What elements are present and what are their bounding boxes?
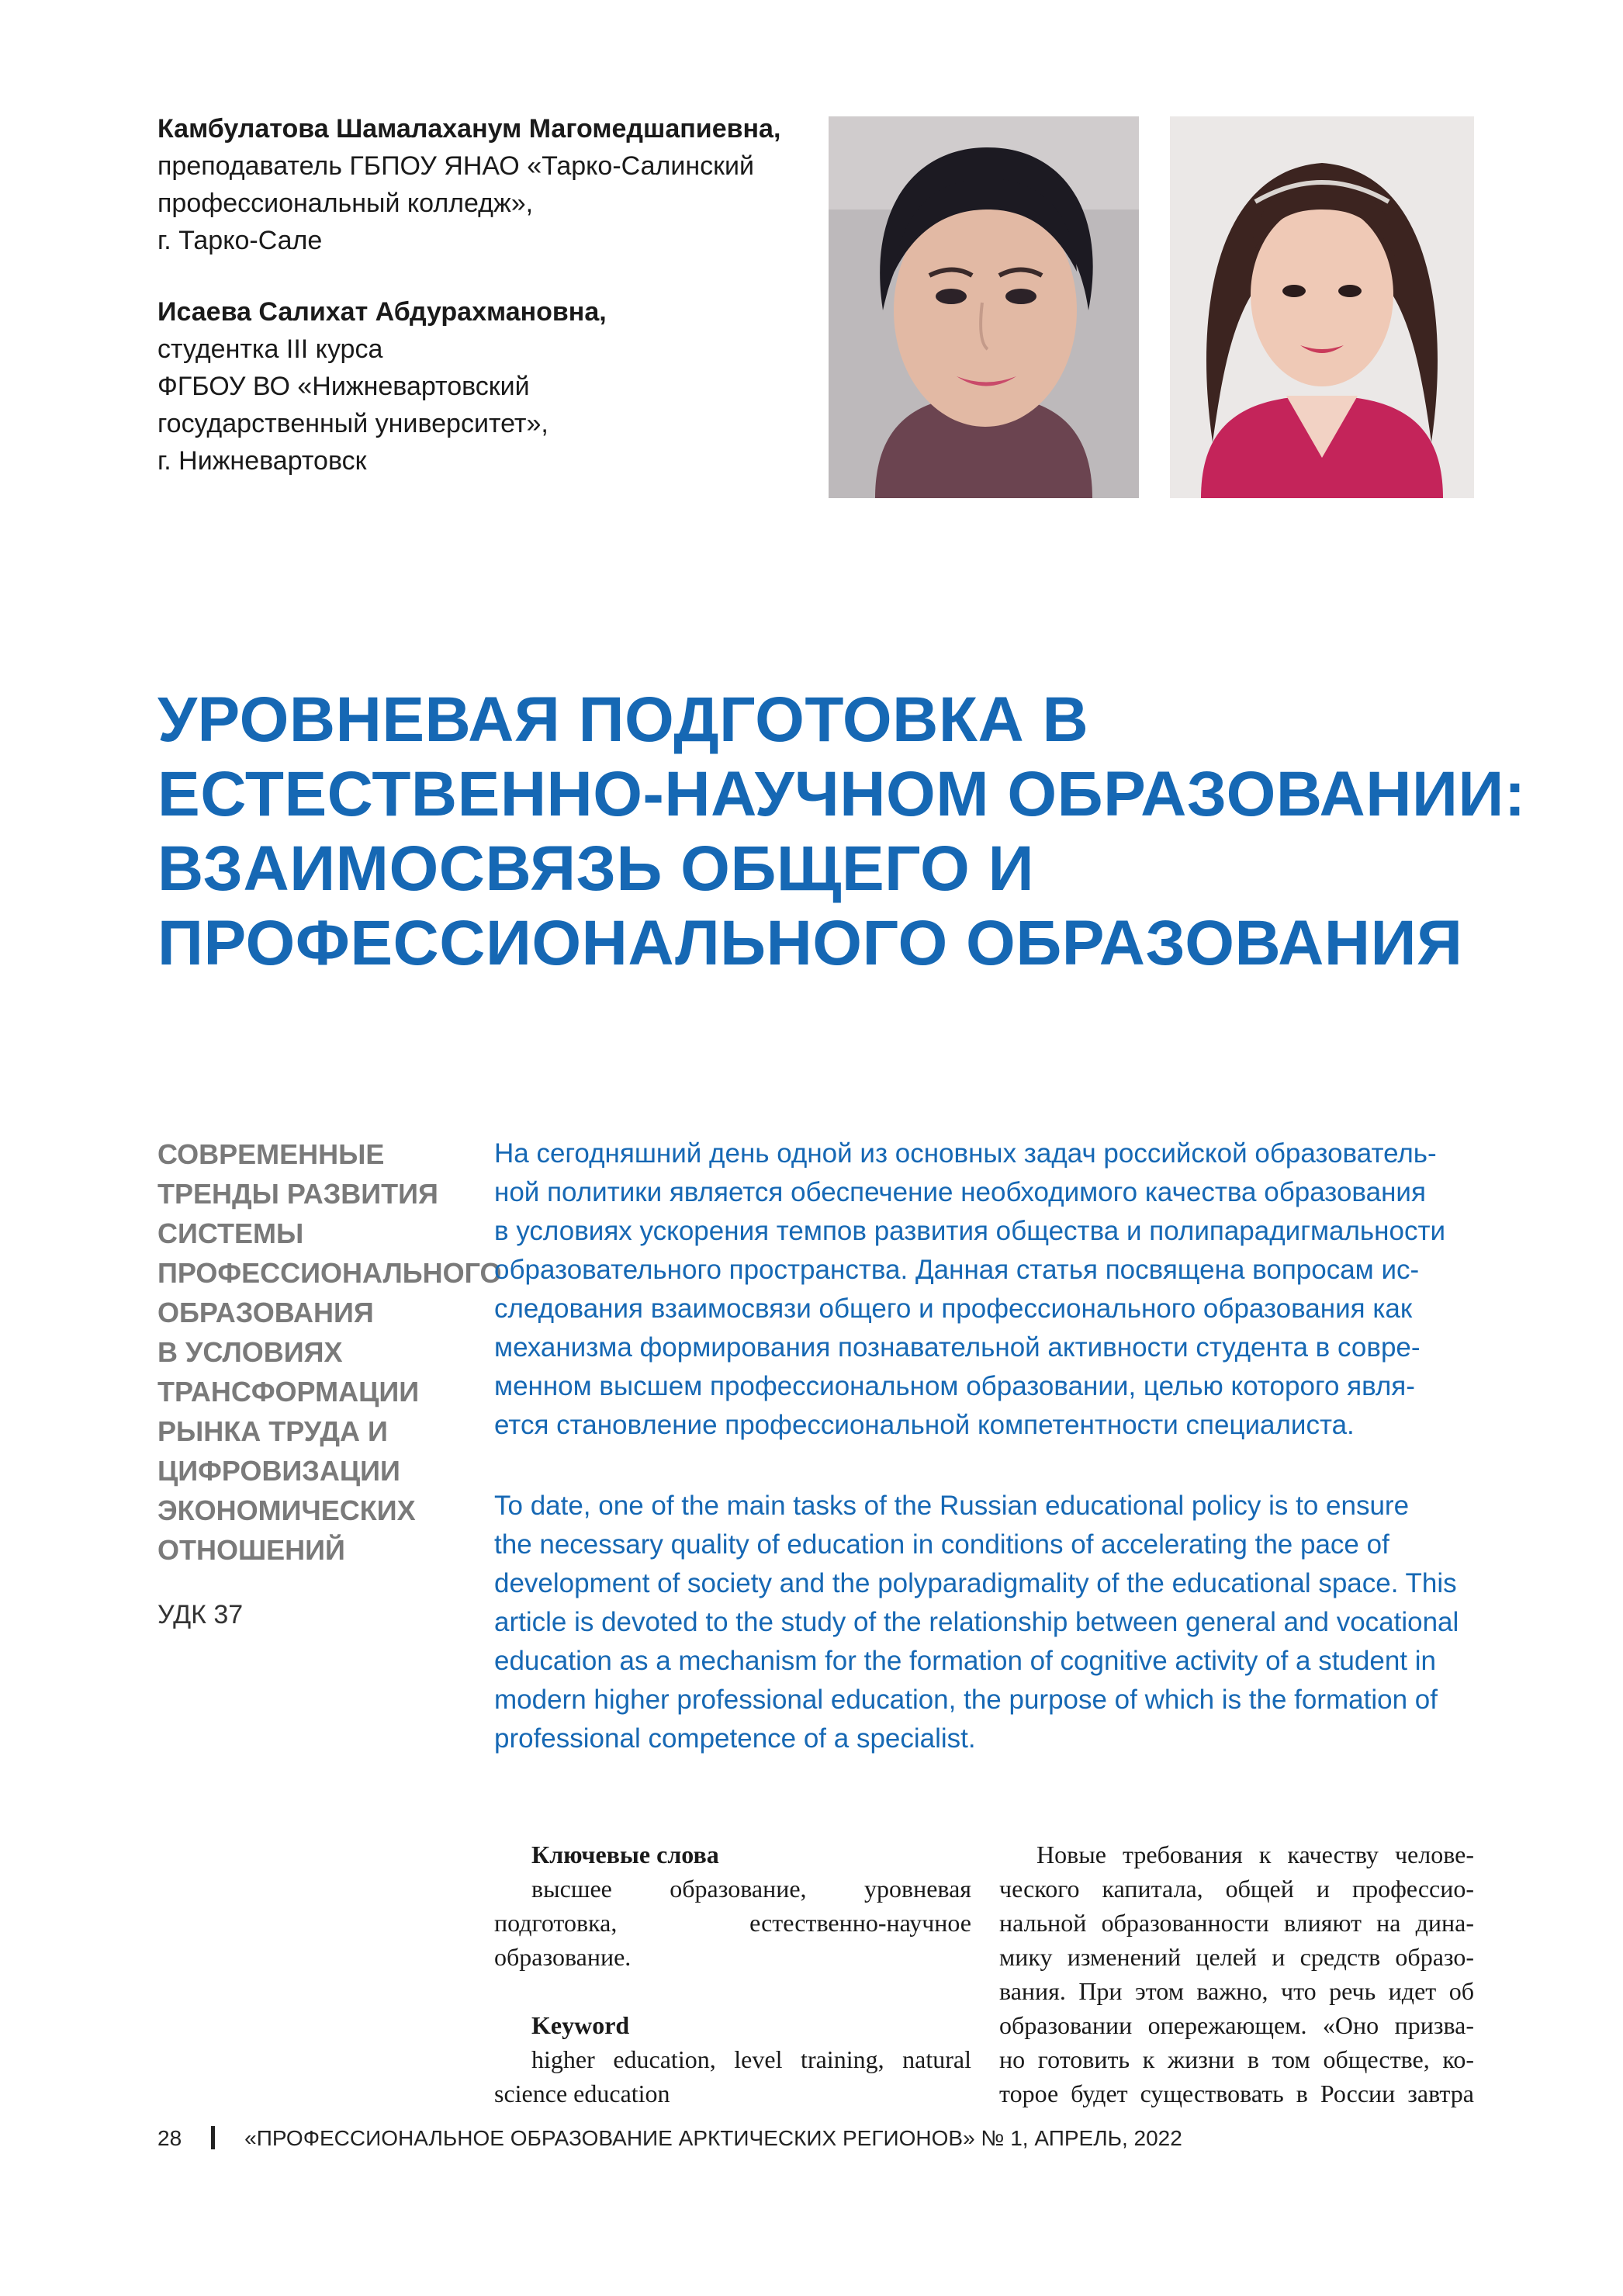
author-affiliation-line: ФГБОУ ВО «Нижневартовский xyxy=(157,372,530,401)
abstract-line: следования взаимосвязи общего и профессионального образования как xyxy=(494,1293,1413,1324)
page-number: 28 xyxy=(157,2126,182,2150)
footer-separator xyxy=(211,2126,215,2149)
keywords-en xyxy=(494,2008,971,2111)
author-affiliation-line: г. Нижневартовск xyxy=(157,446,367,476)
author-name: Исаева Салихат Абдурахмановна, xyxy=(157,297,607,327)
author-2-photo xyxy=(1170,116,1474,498)
title-line: ЕСТЕСТВЕННО-НАУЧНОМ ОБРАЗОВАНИИ: xyxy=(157,759,1526,829)
body-line: мику изменений целей и средств образо- xyxy=(999,1943,1474,1971)
keywords-column xyxy=(494,1837,971,2111)
abstract-line: На сегодняшний день одной из основных задач российской образователь- xyxy=(494,1138,1437,1169)
abstract-russian xyxy=(494,1134,1495,1445)
body-line: но готовить к жизни в том обществе, ко- xyxy=(999,2045,1474,2073)
keywords-en-text: higher education, level training, natural science education xyxy=(494,2045,971,2107)
keywords-en-heading: Keyword xyxy=(531,2011,630,2039)
rubric-line: СИСТЕМЫ xyxy=(157,1217,304,1249)
rubric-line: ОТНОШЕНИЙ xyxy=(157,1534,345,1566)
body-line: образовании опережающем. «Оно призва- xyxy=(999,2011,1474,2039)
author-1 xyxy=(157,110,840,259)
rubric-line: В УСЛОВИЯХ xyxy=(157,1336,343,1368)
body-line: Новые требования к качеству челове- xyxy=(1036,1841,1474,1868)
body-line: вания. При этом важно, что речь идет об xyxy=(999,1977,1474,2005)
udk-code: УДК 37 xyxy=(157,1600,244,1629)
abstract-line: development of society and the polyparadigmality of the educational space. This xyxy=(494,1568,1457,1598)
rubric-line: ПРОФЕССИОНАЛЬНОГО xyxy=(157,1257,502,1289)
author-affiliation-line: профессиональный колледж», xyxy=(157,189,534,218)
abstract-line: образовательного пространства. Данная статья посвящена вопросам ис- xyxy=(494,1255,1420,1285)
rubric-line: ТРАНСФОРМАЦИИ xyxy=(157,1376,420,1408)
title-line: УРОВНЕВАЯ ПОДГОТОВКА В xyxy=(157,684,1089,755)
rubric-line: СОВРЕМЕННЫЕ xyxy=(157,1138,385,1170)
article-title xyxy=(157,683,1538,981)
abstract-line: менном высшем профессиональном образовании, целью которого явля- xyxy=(494,1371,1415,1401)
rubric-line: РЫНКА ТРУДА И xyxy=(157,1415,388,1447)
page-footer xyxy=(157,2126,1182,2151)
rubric-line: ОБРАЗОВАНИЯ xyxy=(157,1297,374,1328)
keywords-ru-heading: Ключевые слова xyxy=(531,1841,719,1868)
author-affiliation-line: преподаватель ГБПОУ ЯНАО «Тарко-Салинский xyxy=(157,151,754,181)
abstract-line: To date, one of the main tasks of the Russian educational policy is to ensure xyxy=(494,1491,1410,1521)
rubric-line: ЭКОНОМИЧЕСКИХ xyxy=(157,1494,416,1526)
abstract-line: ется становление профессиональной компетентности специалиста. xyxy=(494,1410,1355,1440)
title-line: ПРОФЕССИОНАЛЬНОГО ОБРАЗОВАНИЯ xyxy=(157,908,1463,978)
abstract-line: article is devoted to the study of the relationship between general and vocational xyxy=(494,1607,1459,1637)
author-affiliation-line: государственный университет», xyxy=(157,409,548,438)
abstract-line: education as a mechanism for the formation of cognitive activity of a student in xyxy=(494,1646,1436,1676)
body-line: нальной образованности влияют на дина- xyxy=(999,1909,1474,1937)
authors-block xyxy=(157,110,840,480)
keywords-ru-text: высшее образование, уровневая подготовка, естественно-научное образование. xyxy=(494,1875,971,1971)
abstract-line: ной политики является обеспечение необходимого качества образования xyxy=(494,1177,1426,1207)
rubric-line: ЦИФРОВИЗАЦИИ xyxy=(157,1455,400,1487)
author-name: Камбулатова Шамалаханум Магомедшапиевна, xyxy=(157,114,781,144)
abstract-line: professional competence of a specialist. xyxy=(494,1723,976,1754)
abstract-line: механизма формирования познавательной активности студента в совре- xyxy=(494,1332,1421,1363)
abstract-english xyxy=(494,1487,1495,1758)
author-affiliation-line: студентка III курса xyxy=(157,334,383,364)
journal-name: «ПРОФЕССИОНАЛЬНОЕ ОБРАЗОВАНИЕ АРКТИЧЕСКИХ РЕГИОНОВ» № 1, АПРЕЛЬ, 2022 xyxy=(244,2126,1182,2150)
keywords-ru xyxy=(494,1837,971,1974)
author-2 xyxy=(157,293,840,480)
body-text-column xyxy=(999,1837,1474,2111)
abstract-line: в условиях ускорения темпов развития общества и полипарадигмальности xyxy=(494,1216,1446,1246)
author-affiliation-line: г. Тарко-Сале xyxy=(157,226,323,255)
body-line: ческого капитала, общей и профессио- xyxy=(999,1875,1474,1903)
abstract-line: modern higher professional education, the purpose of which is the formation of xyxy=(494,1685,1438,1715)
body-line: торое будет существовать в России завтра xyxy=(999,2080,1474,2107)
section-rubric xyxy=(157,1134,502,1570)
title-line: ВЗАИМОСВЯЗЬ ОБЩЕГО И xyxy=(157,833,1035,904)
abstract-line: the necessary quality of education in conditions of accelerating the pace of xyxy=(494,1529,1389,1560)
author-1-photo xyxy=(829,116,1139,498)
rubric-line: ТРЕНДЫ РАЗВИТИЯ xyxy=(157,1178,438,1210)
